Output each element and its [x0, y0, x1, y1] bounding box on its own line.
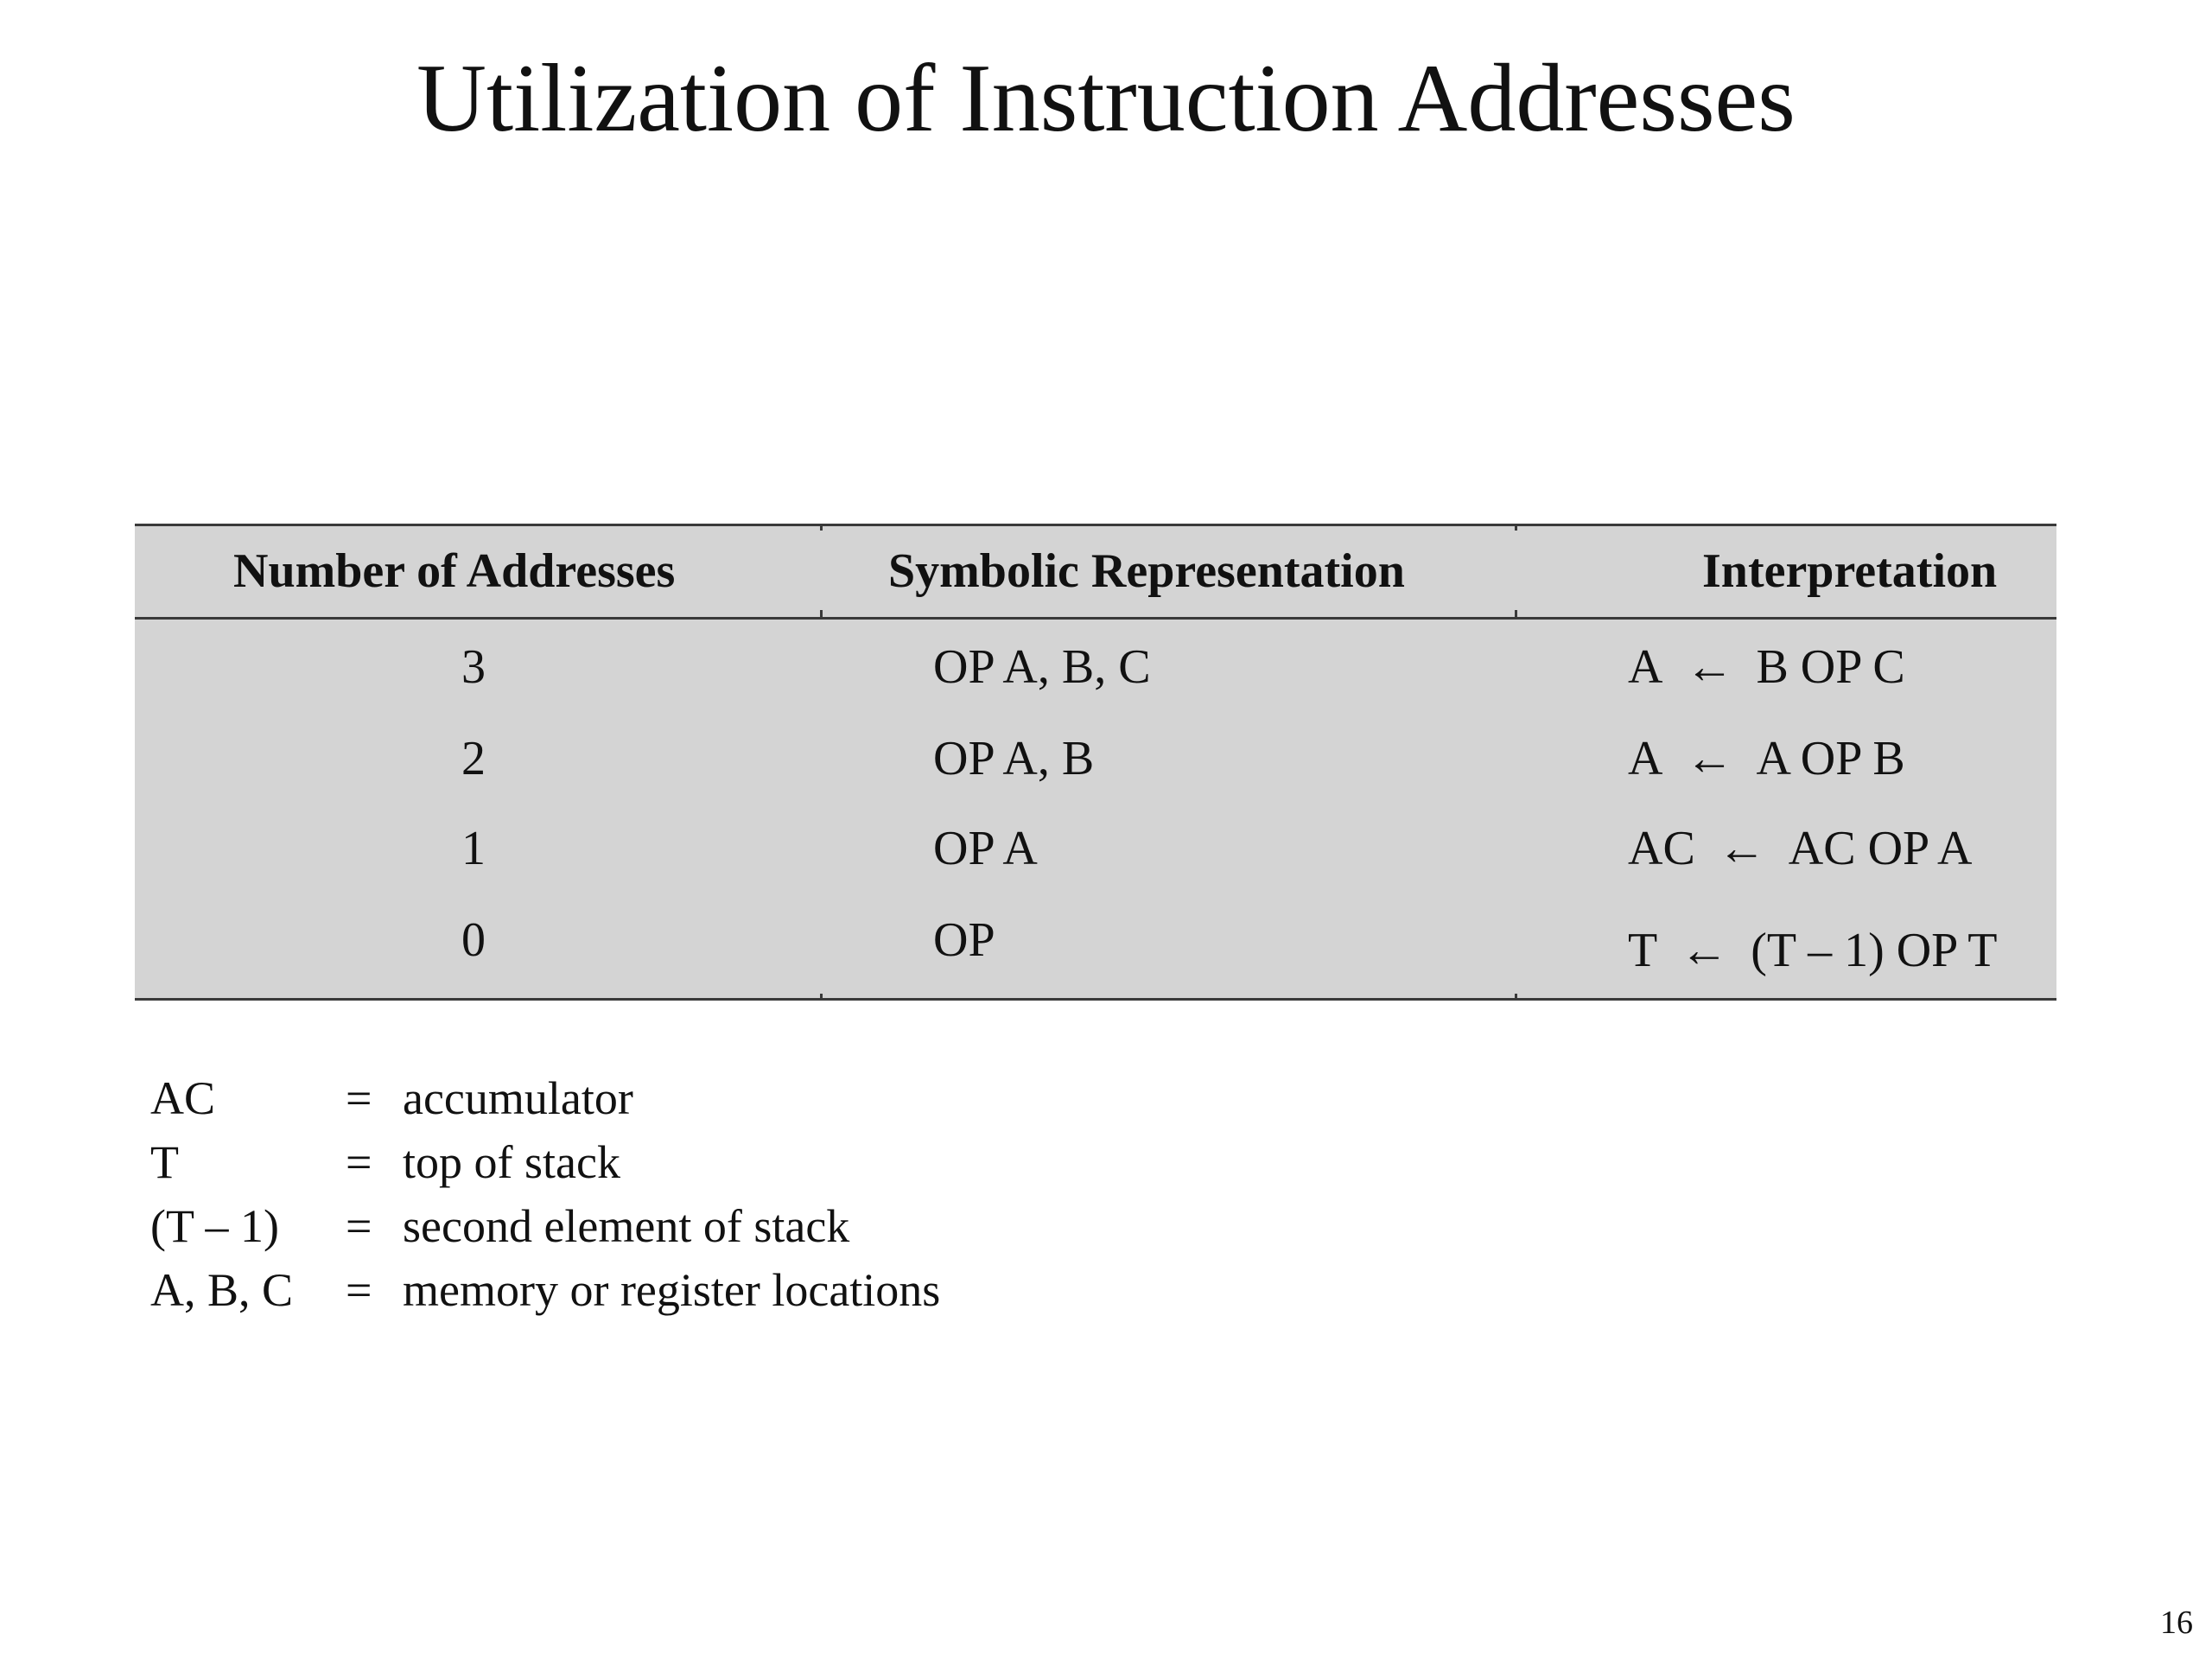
interpretation-cell	[1628, 637, 1905, 697]
instruction-address-table	[135, 524, 2056, 1001]
interpretation-expression: A OP B	[1756, 732, 1905, 785]
interpretation-destination: T	[1628, 924, 1658, 977]
legend-symbol: T	[150, 1136, 179, 1188]
legend-equals: =	[346, 1264, 372, 1316]
legend-equals: =	[346, 1200, 372, 1252]
symbolic-cell: OP A, B, C	[933, 640, 1151, 694]
address-count-cell: 2	[461, 732, 486, 785]
interpretation-cell	[1628, 920, 1997, 981]
interpretation-destination: A	[1628, 732, 1663, 785]
interpretation-expression: AC OP A	[1788, 822, 1973, 875]
interpretation-expression: B OP C	[1756, 640, 1905, 694]
left-arrow-icon: ←	[1685, 640, 1734, 694]
interpretation-cell	[1628, 818, 1972, 879]
legend-symbol: (T – 1)	[150, 1200, 279, 1252]
left-arrow-icon: ←	[1680, 924, 1729, 977]
symbolic-cell: OP A	[933, 822, 1038, 875]
interpretation-destination: A	[1628, 640, 1663, 694]
interpretation-cell	[1628, 728, 1905, 789]
interpretation-destination: AC	[1628, 822, 1695, 875]
legend-meaning: accumulator	[403, 1072, 633, 1124]
symbolic-cell: OP A, B	[933, 732, 1095, 785]
header-interpretation: Interpretation	[1702, 544, 1998, 598]
symbolic-cell: OP	[933, 913, 995, 967]
header-number-of-addresses: Number of Addresses	[233, 544, 676, 598]
legend-meaning: top of stack	[403, 1136, 620, 1188]
legend-meaning: memory or register locations	[403, 1264, 941, 1316]
legend-meaning: second element of stack	[403, 1200, 850, 1252]
address-count-cell: 3	[461, 640, 486, 694]
address-count-cell: 0	[461, 913, 486, 967]
column-divider-tick	[820, 994, 823, 1001]
table-header-row	[135, 526, 2056, 620]
page-number: 16	[2160, 1605, 2193, 1641]
column-divider-tick	[1515, 994, 1517, 1001]
legend-equals: =	[346, 1136, 372, 1188]
header-symbolic-representation: Symbolic Representation	[888, 544, 1405, 598]
legend-symbol: A, B, C	[150, 1264, 294, 1316]
address-count-cell: 1	[461, 822, 486, 875]
left-arrow-icon: ←	[1717, 822, 1766, 875]
legend-equals: =	[346, 1072, 372, 1124]
column-divider-tick	[820, 610, 823, 617]
column-divider-tick	[1515, 610, 1517, 617]
legend-symbol: AC	[150, 1072, 216, 1124]
left-arrow-icon: ←	[1685, 732, 1734, 785]
interpretation-expression: (T – 1) OP T	[1751, 924, 1998, 977]
slide-title: Utilization of Instruction Addresses	[416, 45, 1796, 152]
